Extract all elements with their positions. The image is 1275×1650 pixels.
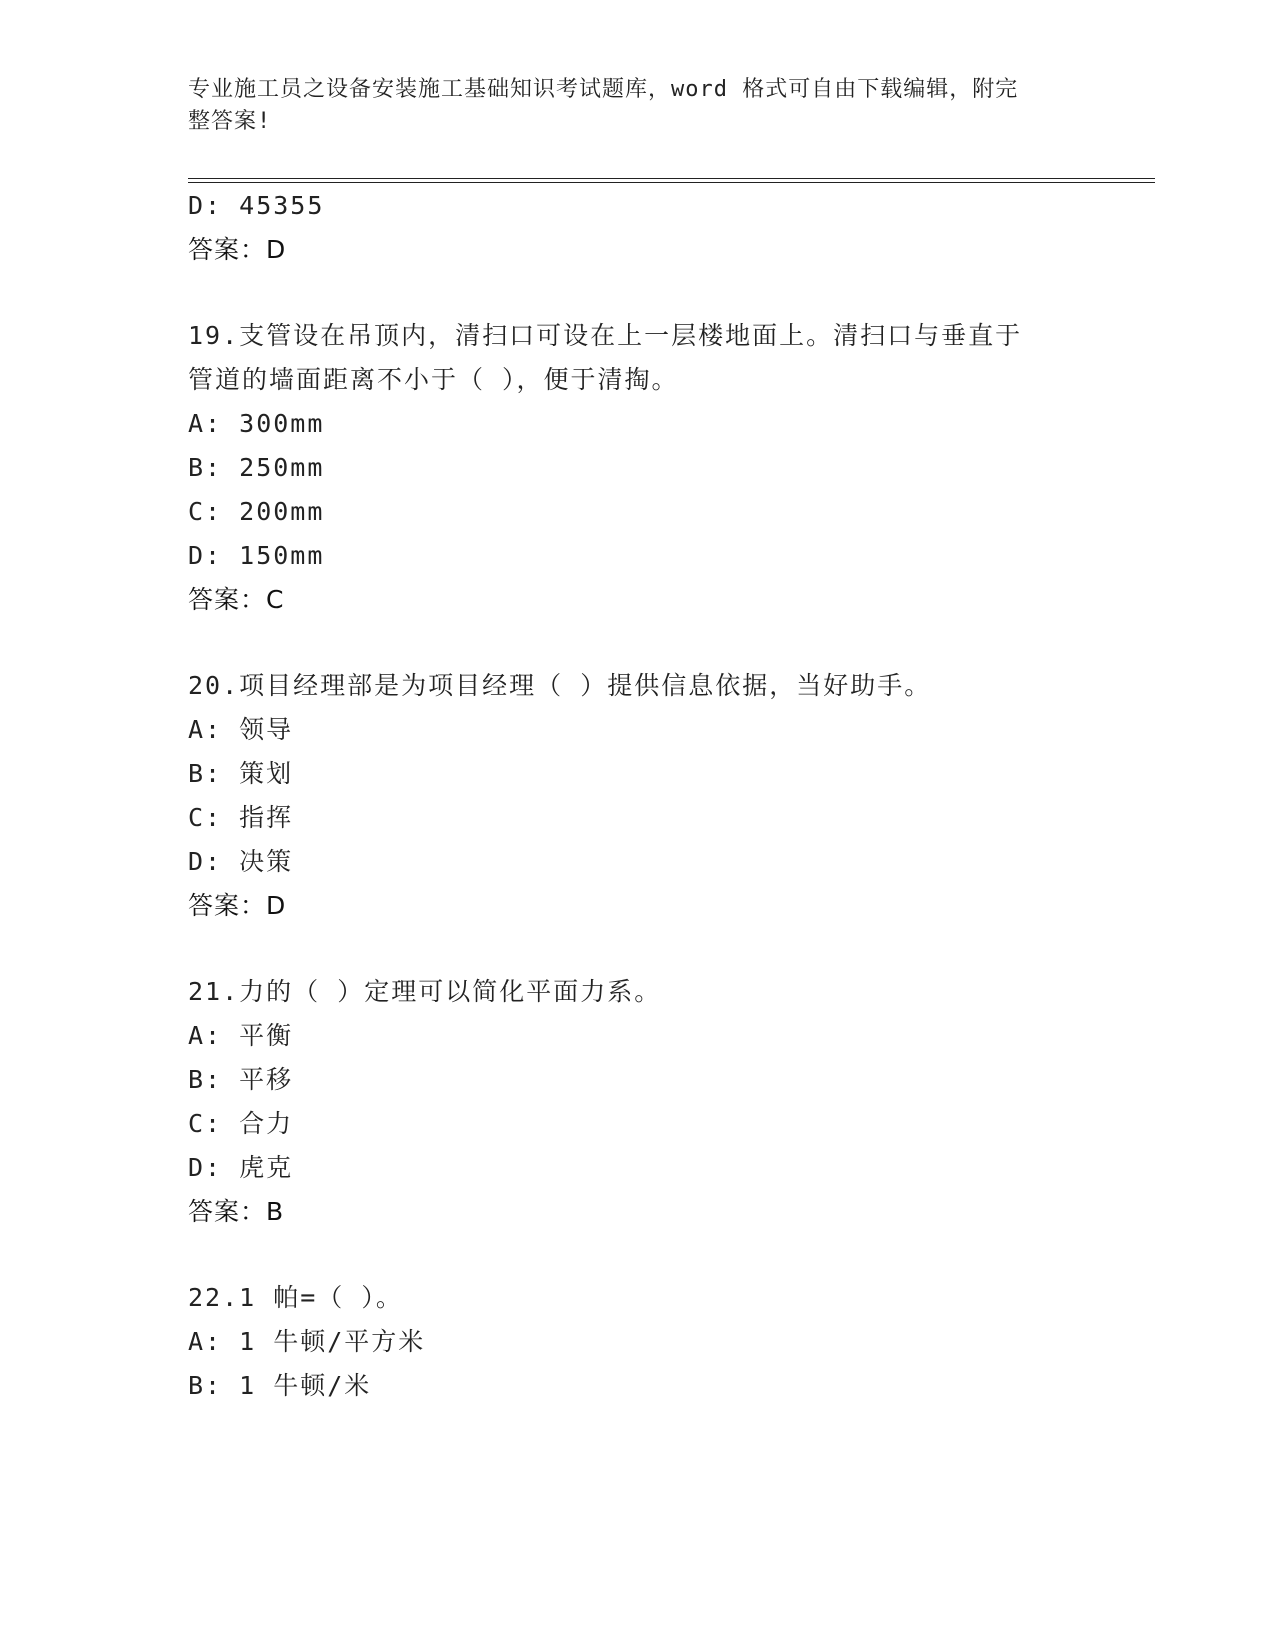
- header-divider-bottom: [188, 182, 1155, 183]
- q21-answer: 答案：B: [188, 1197, 285, 1226]
- prev-answer: 答案：D: [188, 235, 287, 264]
- q19-option-d: D: 150mm: [188, 541, 325, 570]
- q20-answer: 答案：D: [188, 891, 287, 920]
- header-divider-top: [188, 178, 1155, 179]
- q21-option-d: D: 虎克: [188, 1153, 294, 1182]
- q19-stem-line-1: 19.支管设在吊顶内，清扫口可设在上一层楼地面上。清扫口与垂直于: [188, 321, 1023, 350]
- q22-option-b: B: 1 牛顿/米: [188, 1371, 372, 1400]
- q20-stem: 20.项目经理部是为项目经理（ ）提供信息依据，当好助手。: [188, 671, 932, 700]
- q20-option-a: A: 领导: [188, 715, 294, 744]
- q19-option-c: C: 200mm: [188, 497, 325, 526]
- q21-stem: 21.力的（ ）定理可以简化平面力系。: [188, 977, 662, 1006]
- q21-option-c: C: 合力: [188, 1109, 294, 1138]
- q20-option-c: C: 指挥: [188, 803, 294, 832]
- q22-stem: 22.1 帕=（ ）。: [188, 1283, 403, 1312]
- page-header: [188, 74, 1088, 138]
- header-line-2: 整答案!: [188, 109, 272, 134]
- q19-stem-line-2: 管道的墙面距离不小于（ ），便于清掏。: [188, 365, 679, 394]
- q20-option-b: B: 策划: [188, 759, 294, 788]
- q21-option-a: A: 平衡: [188, 1021, 294, 1050]
- q19-option-b: B: 250mm: [188, 453, 325, 482]
- prev-option-d: D: 45355: [188, 191, 325, 220]
- q22-option-a: A: 1 牛顿/平方米: [188, 1327, 426, 1356]
- q20-option-d: D: 决策: [188, 847, 294, 876]
- q19-option-a: A: 300mm: [188, 409, 325, 438]
- q21-option-b: B: 平移: [188, 1065, 294, 1094]
- header-line-1: 专业施工员之设备安装施工基础知识考试题库，word 格式可自由下载编辑，附完: [188, 77, 1019, 102]
- q19-answer: 答案：C: [188, 585, 285, 614]
